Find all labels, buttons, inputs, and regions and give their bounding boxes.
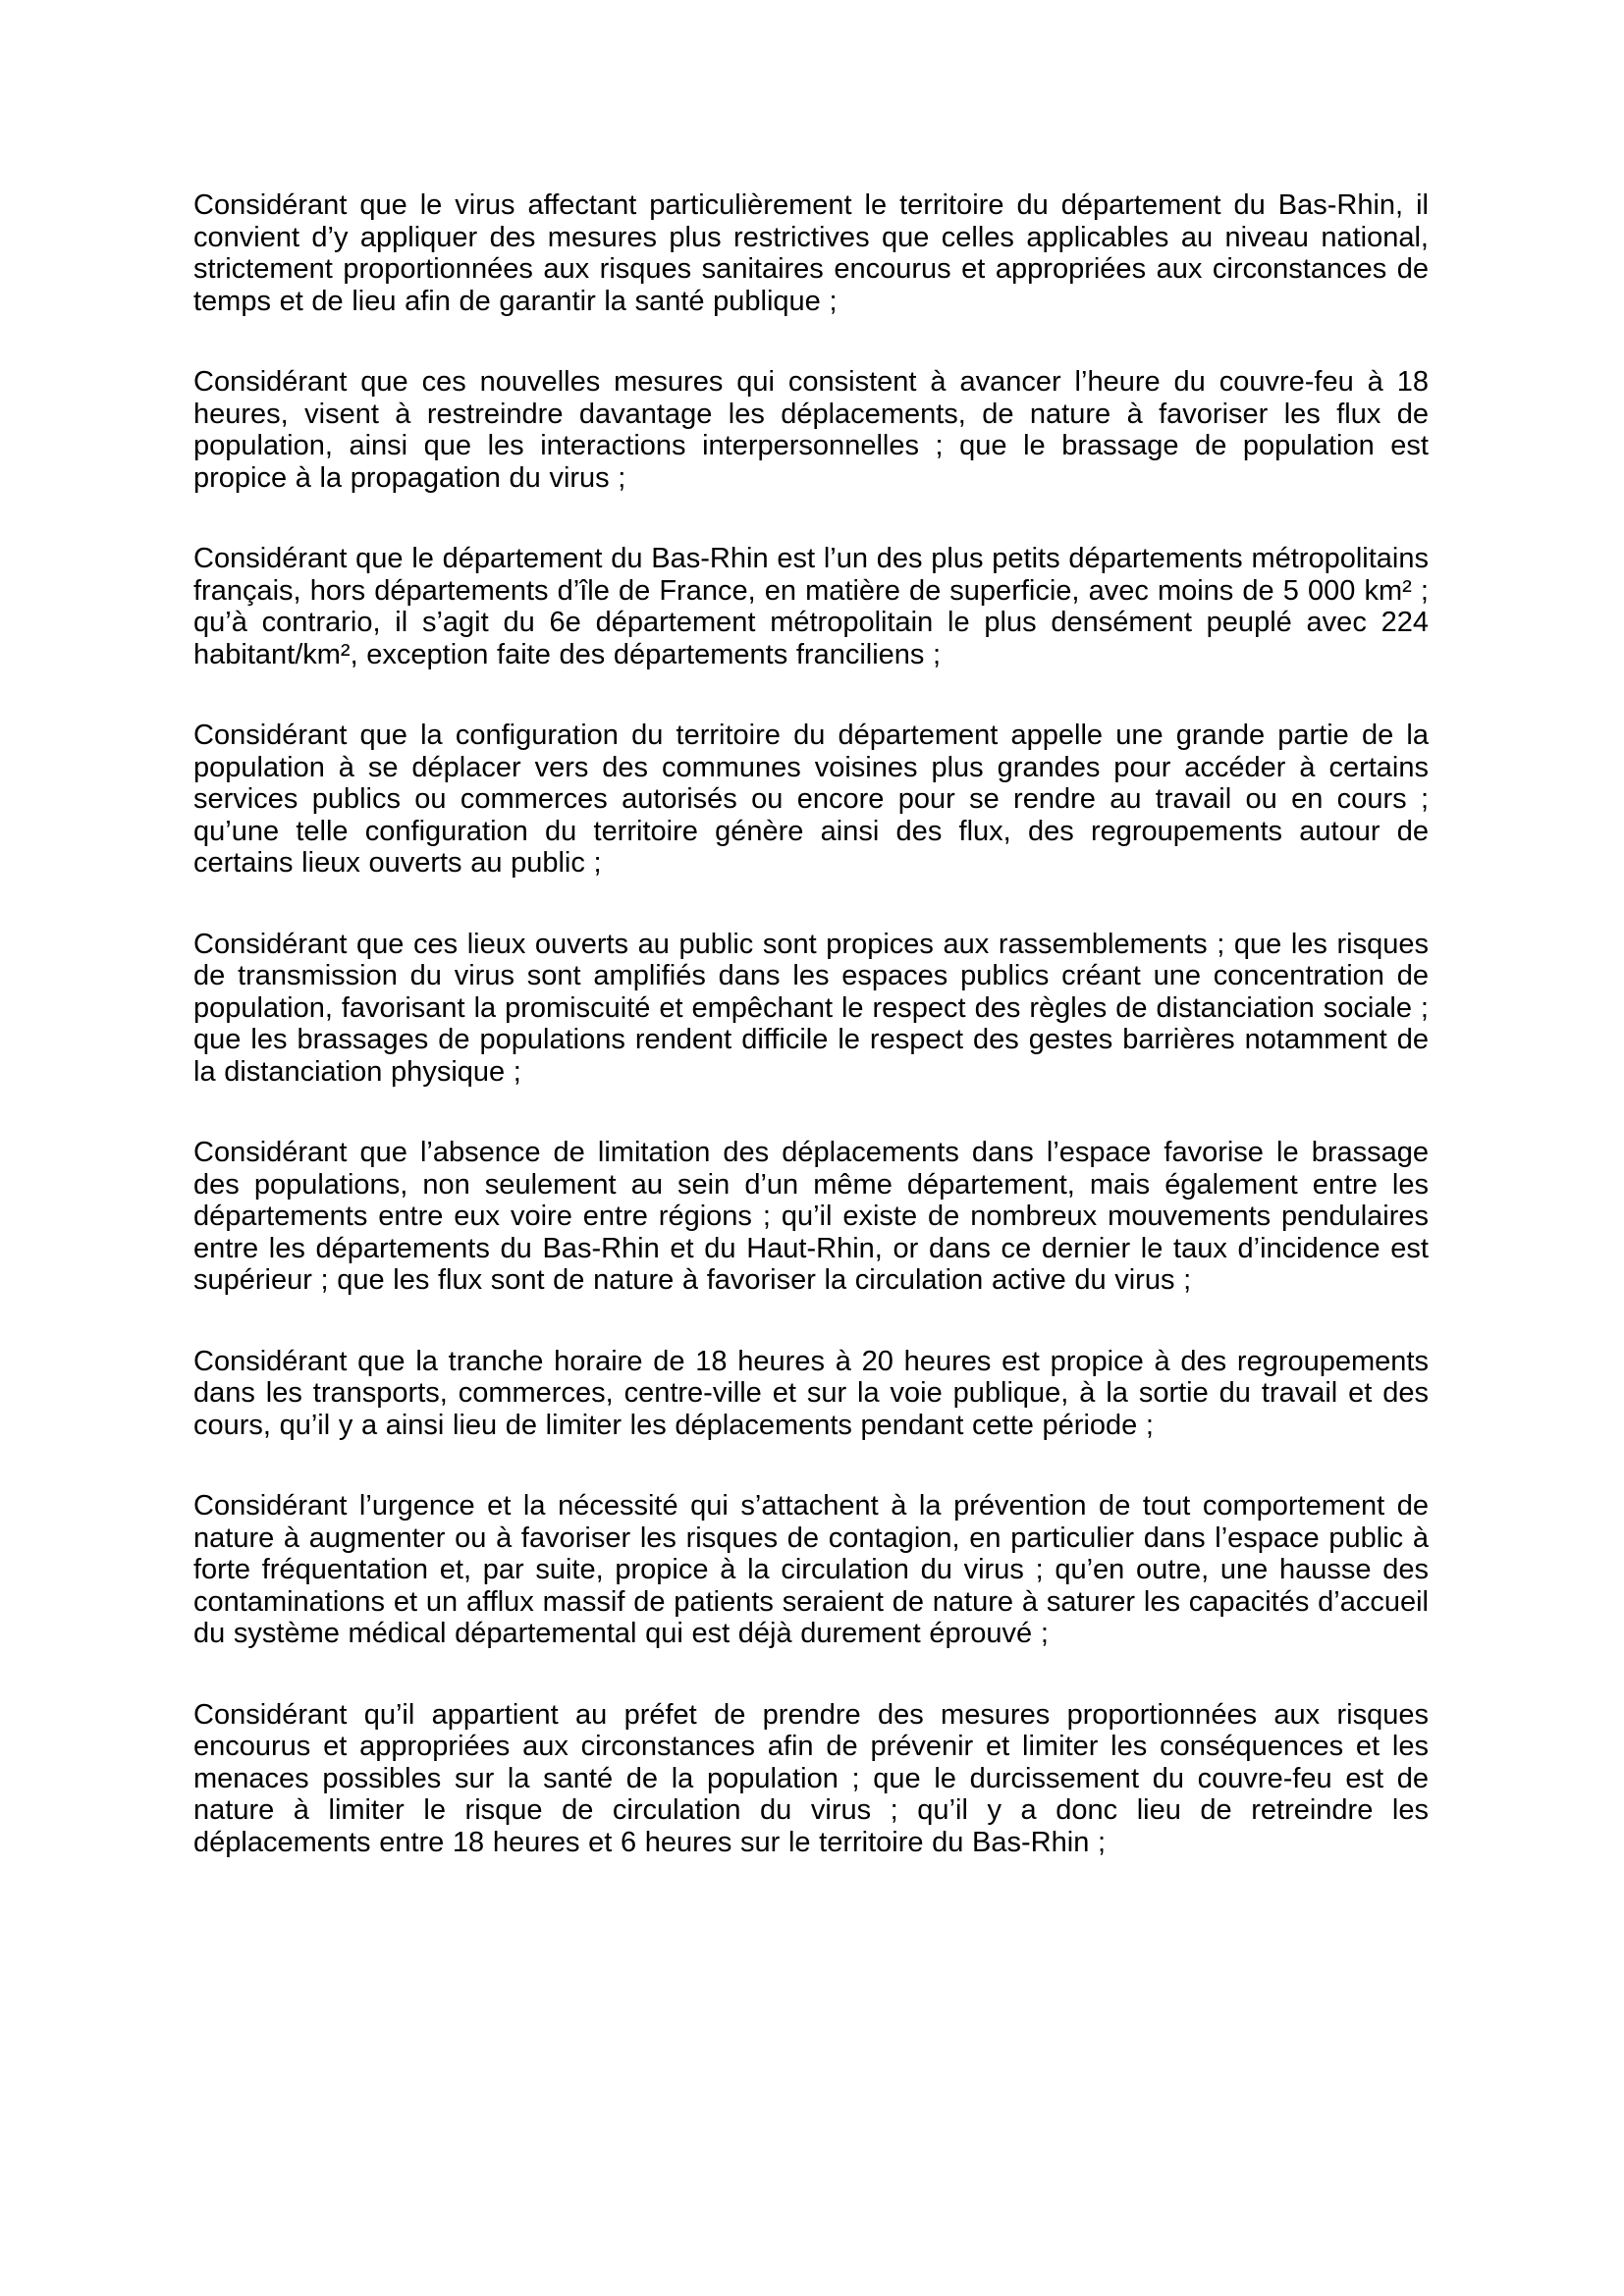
paragraph-considerant-8: Considérant l’urgence et la nécessité qui s’attachent à la prévention de tout comportement de nature à augmenter ou à favoriser les risques de contagion, en particulier dans l’espace public à forte fréquentation et, par suite, propice à la circulation du virus ; qu’en outre, une hausse des contaminations et un afflux massif de patients seraient de nature à saturer les capacités d’accueil du système médical départemental qui est déjà durement éprouvé ; [193,1490,1429,1649]
paragraph-considerant-1: Considérant que le virus affectant particulièrement le territoire du département du Bas-Rhin, il convient d’y appliquer des mesures plus restrictives que celles applicables au niveau national, strictement proportionnées aux risques sanitaires encourus et appropriées aux circonstances de temps et de lieu afin de garantir la santé publique ; [193,189,1429,317]
paragraph-considerant-4: Considérant que la configuration du territoire du département appelle une grande partie de la population à se déplacer vers des communes voisines plus grandes pour accéder à certains services publics ou commerces autorisés ou encore pour se rendre au travail ou en cours ; qu’une telle configuration du territoire génère ainsi des flux, des regroupements autour de certains lieux ouverts au public ; [193,720,1429,879]
paragraph-considerant-6: Considérant que l’absence de limitation des déplacements dans l’espace favorise le brassage des populations, non seulement au sein d’un même département, mais également entre les départements entre eux voire entre régions ; qu’il existe de nombreux mouvements pendulaires entre les départements du Bas-Rhin et du Haut-Rhin, or dans ce dernier le taux d’incidence est supérieur ; que les flux sont de nature à favoriser la circulation active du virus ; [193,1137,1429,1296]
paragraph-considerant-3: Considérant que le département du Bas-Rhin est l’un des plus petits départements métropolitains français, hors départements d’île de France, en matière de superficie, avec moins de 5 000 km² ; qu’à contrario, il s’agit du 6e département métropolitain le plus densément peuplé avec 224 habitant/km², exception faite des départements franciliens ; [193,543,1429,670]
paragraph-considerant-2: Considérant que ces nouvelles mesures qui consistent à avancer l’heure du couvre-feu à 18 heures, visent à restreindre davantage les déplacements, de nature à favoriser les flux de population, ainsi que les interactions interpersonnelles ; que le brassage de population est propice à la propagation du virus ; [193,366,1429,494]
document-text-block [193,189,1429,1858]
paragraph-considerant-9: Considérant qu’il appartient au préfet de prendre des mesures proportionnées aux risques encourus et appropriées aux circonstances afin de prévenir et limiter les conséquences et les menaces possibles sur la santé de la population ; que le durcissement du couvre-feu est de nature à limiter le risque de circulation du virus ; qu’il y a donc lieu de retreindre les déplacements entre 18 heures et 6 heures sur le territoire du Bas-Rhin ; [193,1698,1429,1858]
paragraph-considerant-5: Considérant que ces lieux ouverts au public sont propices aux rassemblements ; que les risques de transmission du virus sont amplifiés dans les espaces publics créant une concentration de population, favorisant la promiscuité et empêchant le respect des règles de distanciation sociale ; que les brassages de populations rendent difficile le respect des gestes barrières notamment de la distanciation physique ; [193,928,1429,1088]
paragraph-considerant-7: Considérant que la tranche horaire de 18 heures à 20 heures est propice à des regroupements dans les transports, commerces, centre-ville et sur la voie publique, à la sortie du travail et des cours, qu’il y a ainsi lieu de limiter les déplacements pendant cette période ; [193,1345,1429,1441]
